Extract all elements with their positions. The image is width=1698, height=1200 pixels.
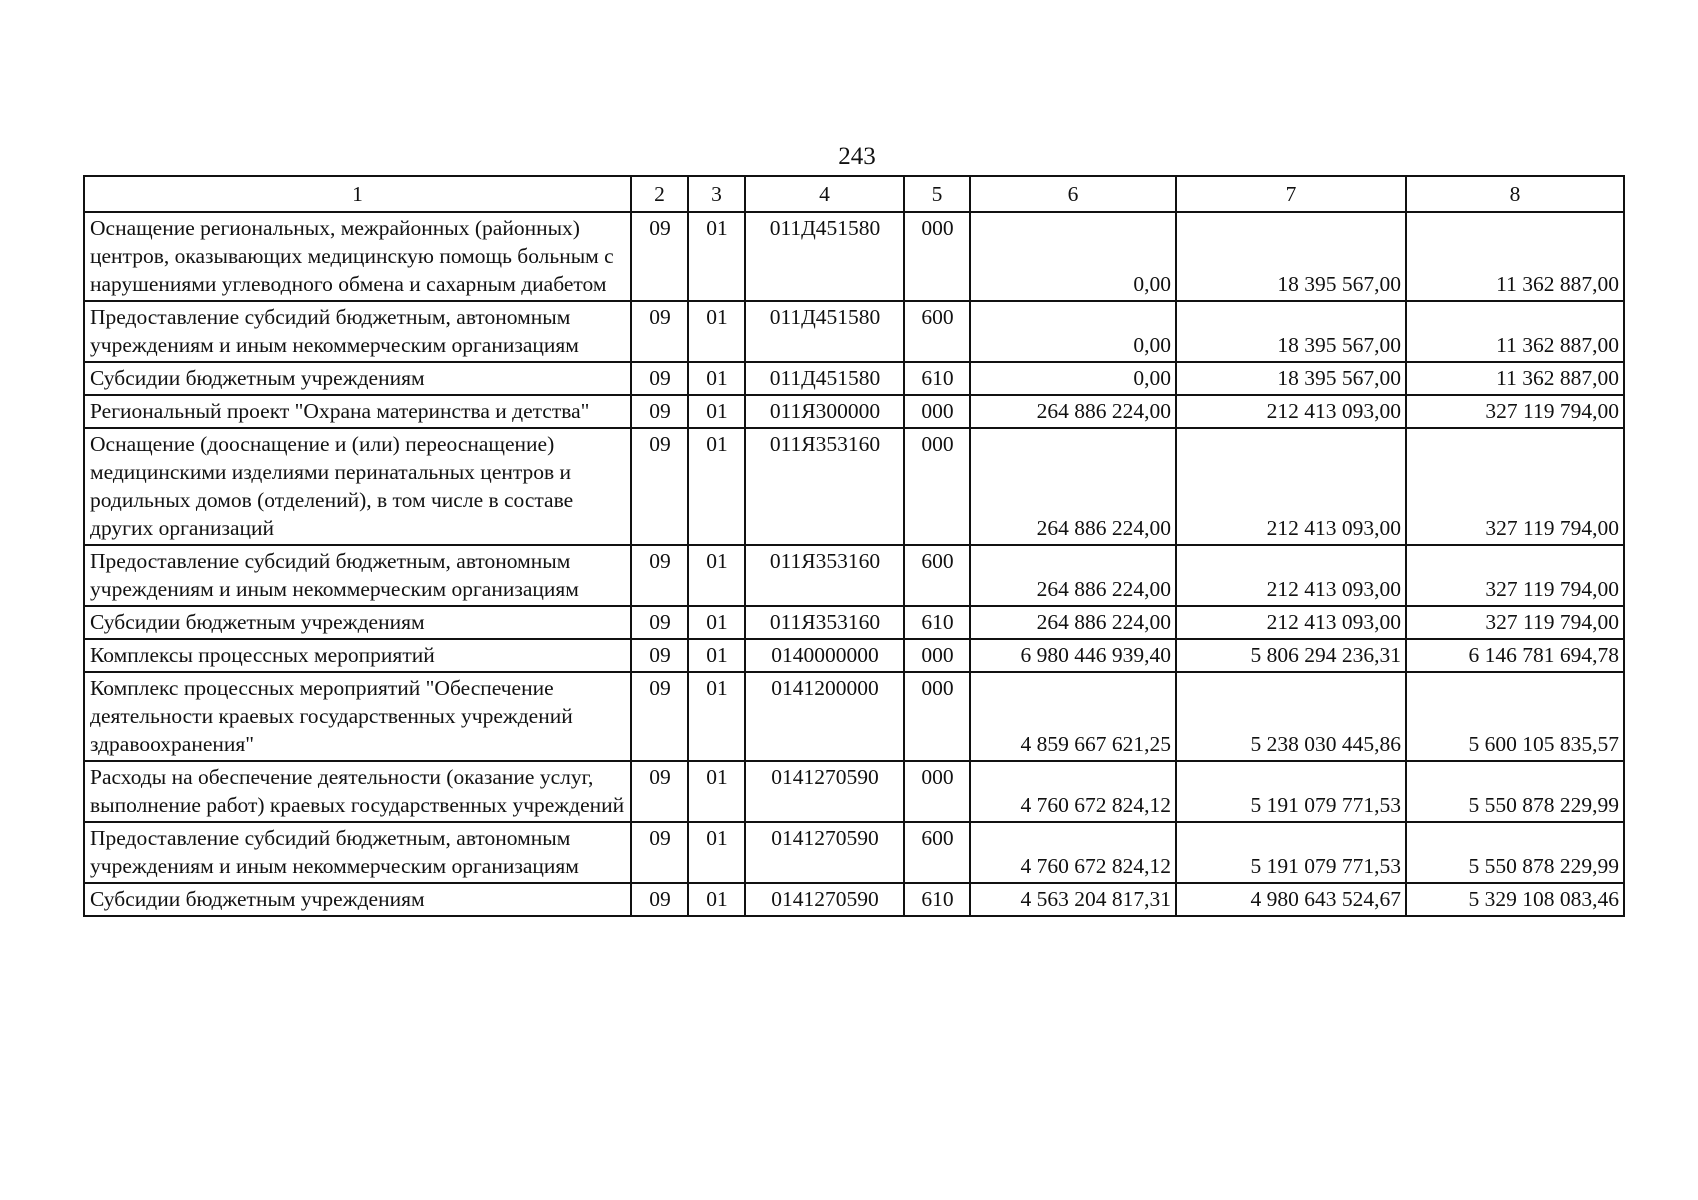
section-code: 09 [631, 606, 688, 639]
header-col-3: 3 [688, 176, 745, 212]
table-row [84, 761, 1624, 822]
expense-type-code: 600 [904, 822, 970, 883]
row-name: Комплекс процессных мероприятий "Обеспечение деятельности краевых государственных учреждений здравоохранения" [84, 672, 631, 761]
section-code: 09 [631, 301, 688, 362]
amount-col-6: 6 980 446 939,40 [970, 639, 1176, 672]
amount-col-7: 212 413 093,00 [1176, 395, 1406, 428]
amount-col-8: 11 362 887,00 [1406, 301, 1624, 362]
table-header-row [84, 176, 1624, 212]
target-article-code: 011Я300000 [745, 395, 904, 428]
amount-col-6: 264 886 224,00 [970, 545, 1176, 606]
amount-col-6: 264 886 224,00 [970, 428, 1176, 545]
amount-col-6: 4 563 204 817,31 [970, 883, 1176, 916]
table-row [84, 606, 1624, 639]
subsection-code: 01 [688, 822, 745, 883]
section-code: 09 [631, 761, 688, 822]
row-name: Расходы на обеспечение деятельности (оказание услуг, выполнение работ) краевых государственных учреждений [84, 761, 631, 822]
expense-type-code: 610 [904, 606, 970, 639]
expense-type-code: 610 [904, 883, 970, 916]
header-col-6: 6 [970, 176, 1176, 212]
amount-col-7: 212 413 093,00 [1176, 545, 1406, 606]
amount-col-6: 0,00 [970, 301, 1176, 362]
amount-col-8: 327 119 794,00 [1406, 395, 1624, 428]
header-col-4: 4 [745, 176, 904, 212]
subsection-code: 01 [688, 639, 745, 672]
amount-col-8: 5 329 108 083,46 [1406, 883, 1624, 916]
section-code: 09 [631, 428, 688, 545]
target-article-code: 0141270590 [745, 883, 904, 916]
section-code: 09 [631, 545, 688, 606]
subsection-code: 01 [688, 883, 745, 916]
section-code: 09 [631, 822, 688, 883]
expense-type-code: 600 [904, 301, 970, 362]
target-article-code: 0141200000 [745, 672, 904, 761]
amount-col-6: 264 886 224,00 [970, 606, 1176, 639]
section-code: 09 [631, 672, 688, 761]
table-row [84, 639, 1624, 672]
amount-col-7: 212 413 093,00 [1176, 606, 1406, 639]
amount-col-6: 4 760 672 824,12 [970, 761, 1176, 822]
expense-type-code: 000 [904, 212, 970, 301]
target-article-code: 0140000000 [745, 639, 904, 672]
table-row [84, 822, 1624, 883]
row-name: Предоставление субсидий бюджетным, автономным учреждениям и иным некоммерческим организациям [84, 301, 631, 362]
table-row [84, 672, 1624, 761]
table-row [84, 362, 1624, 395]
row-name: Субсидии бюджетным учреждениям [84, 606, 631, 639]
row-name: Предоставление субсидий бюджетным, автономным учреждениям и иным некоммерческим организациям [84, 545, 631, 606]
amount-col-7: 18 395 567,00 [1176, 212, 1406, 301]
amount-col-6: 0,00 [970, 212, 1176, 301]
amount-col-7: 5 191 079 771,53 [1176, 822, 1406, 883]
table-row [84, 883, 1624, 916]
target-article-code: 011Д451580 [745, 362, 904, 395]
amount-col-7: 212 413 093,00 [1176, 428, 1406, 545]
table-row [84, 301, 1624, 362]
amount-col-8: 327 119 794,00 [1406, 606, 1624, 639]
amount-col-8: 5 550 878 229,99 [1406, 822, 1624, 883]
amount-col-7: 18 395 567,00 [1176, 362, 1406, 395]
row-name: Оснащение (дооснащение и (или) переоснащение) медицинскими изделиями перинатальных центров и родильных домов (отделений), в том числе в составе других организаций [84, 428, 631, 545]
table-row [84, 212, 1624, 301]
budget-table [83, 175, 1625, 917]
section-code: 09 [631, 212, 688, 301]
expense-type-code: 610 [904, 362, 970, 395]
expense-type-code: 000 [904, 639, 970, 672]
target-article-code: 011Я353160 [745, 545, 904, 606]
header-col-8: 8 [1406, 176, 1624, 212]
expense-type-code: 000 [904, 428, 970, 545]
row-name: Оснащение региональных, межрайонных (районных) центров, оказывающих медицинскую помощь больным с нарушениями углеводного обмена и сахарным диабетом [84, 212, 631, 301]
amount-col-8: 5 550 878 229,99 [1406, 761, 1624, 822]
subsection-code: 01 [688, 395, 745, 428]
table-row [84, 395, 1624, 428]
amount-col-8: 11 362 887,00 [1406, 362, 1624, 395]
target-article-code: 011Я353160 [745, 428, 904, 545]
target-article-code: 011Я353160 [745, 606, 904, 639]
table-row [84, 428, 1624, 545]
amount-col-8: 327 119 794,00 [1406, 428, 1624, 545]
amount-col-7: 4 980 643 524,67 [1176, 883, 1406, 916]
header-col-2: 2 [631, 176, 688, 212]
header-col-7: 7 [1176, 176, 1406, 212]
section-code: 09 [631, 362, 688, 395]
target-article-code: 0141270590 [745, 822, 904, 883]
amount-col-7: 18 395 567,00 [1176, 301, 1406, 362]
amount-col-8: 5 600 105 835,57 [1406, 672, 1624, 761]
expense-type-code: 000 [904, 672, 970, 761]
section-code: 09 [631, 883, 688, 916]
target-article-code: 011Д451580 [745, 212, 904, 301]
row-name: Комплексы процессных мероприятий [84, 639, 631, 672]
expense-type-code: 600 [904, 545, 970, 606]
amount-col-7: 5 191 079 771,53 [1176, 761, 1406, 822]
page-number: 243 [838, 143, 876, 170]
subsection-code: 01 [688, 761, 745, 822]
row-name: Региональный проект "Охрана материнства и детства" [84, 395, 631, 428]
subsection-code: 01 [688, 301, 745, 362]
row-name: Предоставление субсидий бюджетным, автономным учреждениям и иным некоммерческим организациям [84, 822, 631, 883]
subsection-code: 01 [688, 545, 745, 606]
amount-col-6: 264 886 224,00 [970, 395, 1176, 428]
amount-col-7: 5 806 294 236,31 [1176, 639, 1406, 672]
amount-col-8: 6 146 781 694,78 [1406, 639, 1624, 672]
target-article-code: 011Д451580 [745, 301, 904, 362]
subsection-code: 01 [688, 606, 745, 639]
section-code: 09 [631, 639, 688, 672]
header-col-5: 5 [904, 176, 970, 212]
subsection-code: 01 [688, 362, 745, 395]
subsection-code: 01 [688, 212, 745, 301]
target-article-code: 0141270590 [745, 761, 904, 822]
row-name: Субсидии бюджетным учреждениям [84, 362, 631, 395]
expense-type-code: 000 [904, 761, 970, 822]
header-col-1: 1 [84, 176, 631, 212]
amount-col-6: 4 760 672 824,12 [970, 822, 1176, 883]
section-code: 09 [631, 395, 688, 428]
table-row [84, 545, 1624, 606]
amount-col-8: 11 362 887,00 [1406, 212, 1624, 301]
subsection-code: 01 [688, 672, 745, 761]
expense-type-code: 000 [904, 395, 970, 428]
amount-col-6: 0,00 [970, 362, 1176, 395]
amount-col-7: 5 238 030 445,86 [1176, 672, 1406, 761]
amount-col-8: 327 119 794,00 [1406, 545, 1624, 606]
row-name: Субсидии бюджетным учреждениям [84, 883, 631, 916]
amount-col-6: 4 859 667 621,25 [970, 672, 1176, 761]
subsection-code: 01 [688, 428, 745, 545]
